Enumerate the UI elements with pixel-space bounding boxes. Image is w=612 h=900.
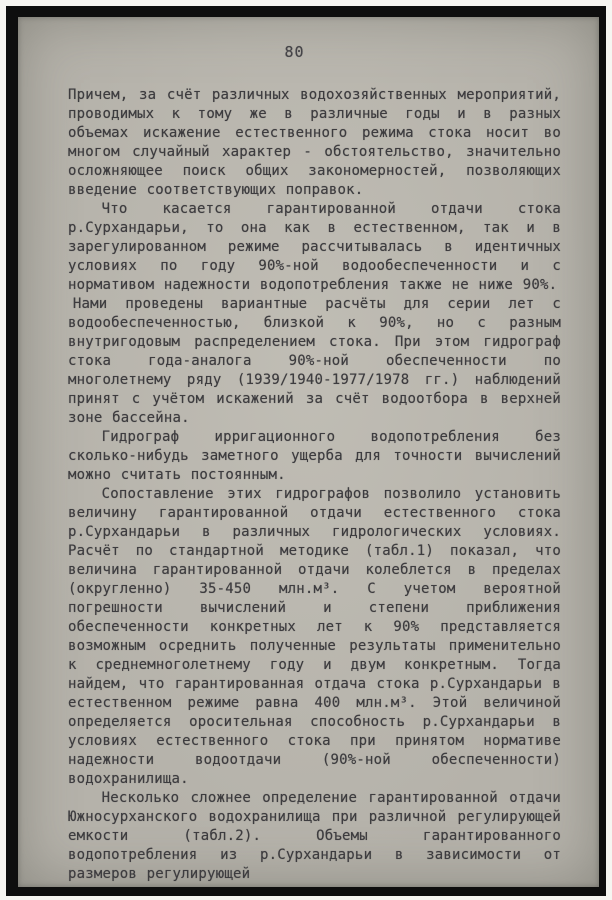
paragraph: Сопоставление этих гидрографов позволило установить величину гарантированной отдачи естественного стока р.Сурхандарьи в различных гидрологических условиях. Расчёт по стандартной методике (табл.1) показал, что величина гарантированной отдачи колеблется в пределах (округленно) 35-450 млн.м³. С учетом вероятной погрешности вычислений и степени приближения обеспеченности конкретных лет к 90% представляется возможным осреднить полученные результаты применительно к среднемноголетнему году и двум конкретным. Тогда найдем, что гарантированная отдача стока р.Сурхандарьи в естественном режиме равна 400 млн.м³. Этой величиной определяется оросительная способность р.Сурхандарьи в условиях естественного стока при принятом нормативе надежности водоотдачи (90%-ной обеспеченности) водохранилища. xyxy=(68,486,561,787)
scanned-page xyxy=(6,6,606,896)
paragraph: Причем, за счёт различных водохозяйственных мероприятий, проводимых к тому же в различные годы и в разных объемах искажение естественного режима стока носит во многом случайный характер - обстоятельство, значительно осложняющее поиск общих закономерностей, позволяющих введение соответствующих поправок. xyxy=(68,87,561,198)
paragraph: Что касается гарантированной отдачи стока р.Сурхандарьи, то она как в естественном, так и в зарегулированном режиме рассчитывалась в идентичных условиях по году 90%-ной водообеспеченности и с нормативом надежности водопотребления также не ниже 90%. xyxy=(68,201,561,293)
page-content xyxy=(18,17,599,900)
paragraph: Гидрограф ирригационного водопотребления без сколько-нибудь заметного ущерба для точности вычислений можно считать постоянным. xyxy=(68,429,561,483)
page-number: 80 xyxy=(284,43,305,61)
paper-surface xyxy=(18,17,599,887)
paragraph: Нами проведены вариантные расчёты для серии лет с водообеспеченностью, близкой к 90%, но с разным внутригодовым распределением стока. При этом гидрограф стока года-аналога 90%-ной обеспеченности по многолетнему ряду (1939/1940-1977/1978 гг.) наблюдений принят с учётом искажений за счёт водоотбора в верхней зоне бассейна. xyxy=(68,296,561,426)
paragraph: Несколько сложнее определение гарантированной отдачи Южносурханского водохранилища при различной регулирующей емкости (табл.2). Объемы гарантированного водопотребления из р.Сурхандарьи в зависимости от размеров регулирующей xyxy=(68,790,561,882)
